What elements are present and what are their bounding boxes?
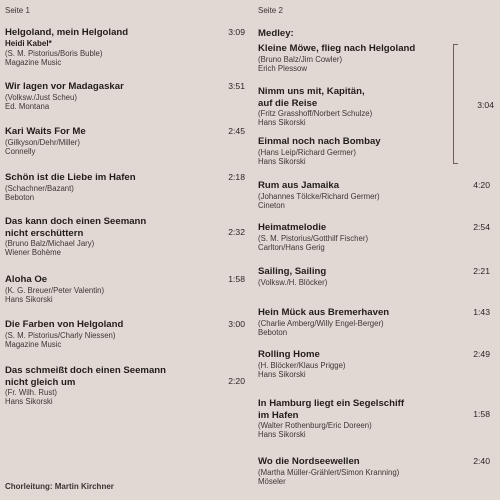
track-title: Wo die Nordseewellen xyxy=(258,456,360,467)
track-entry xyxy=(258,349,346,379)
track-credit: Hans Sikorski xyxy=(258,430,306,440)
track-duration: 3:09 xyxy=(228,27,245,37)
track-title: Kleine Möwe, flieg nach Helgoland xyxy=(258,43,416,54)
track-entry xyxy=(5,172,136,202)
track-duration: 2:20 xyxy=(228,376,245,386)
track-credit: Cineton xyxy=(258,200,285,210)
medley-heading: Medley: xyxy=(258,28,294,39)
track-credit: (Johannes Tölcke/Richard Germer) xyxy=(258,191,380,201)
track-credit: (Gilkyson/Dehr/Miller) xyxy=(5,137,80,147)
track-duration: 1:58 xyxy=(473,409,490,419)
track-title: Sailing, Sailing xyxy=(258,266,327,277)
track-credit: Erich Plessow xyxy=(258,63,307,73)
track-credit: Wiener Bohème xyxy=(5,248,61,258)
track-title: Schön ist die Liebe im Hafen xyxy=(5,172,136,183)
track-credit: Beboton xyxy=(5,192,35,202)
track-duration: 2:18 xyxy=(228,172,245,182)
track-duration: 2:21 xyxy=(473,266,490,276)
track-title: nicht erschüttern xyxy=(5,227,84,239)
track-entry xyxy=(258,398,404,440)
track-duration: 4:20 xyxy=(473,180,490,190)
track-credit: (Charlie Amberg/Willy Engel-Berger) xyxy=(258,318,384,328)
track-credit: (Hans Leip/Richard Germer) xyxy=(258,147,356,157)
track-entry xyxy=(5,365,166,407)
track-entry xyxy=(258,456,399,486)
track-credit: Magazine Music xyxy=(5,57,62,67)
track-duration: 2:49 xyxy=(473,349,490,359)
track-credit: (Volksw./Just Scheu) xyxy=(5,92,77,102)
track-title: Wir lagen vor Madagaskar xyxy=(5,81,124,92)
track-duration: 2:40 xyxy=(473,456,490,466)
track-credit: Hans Sikorski xyxy=(5,294,53,304)
side2-header: Seite 2 xyxy=(258,6,283,15)
track-duration: 1:58 xyxy=(228,274,245,284)
track-title: Rolling Home xyxy=(258,349,320,360)
track-entry xyxy=(5,319,123,349)
track-title: Aloha Oe xyxy=(5,274,48,285)
track-duration: 2:54 xyxy=(473,222,490,232)
track-entry xyxy=(258,86,372,128)
track-title: im Hafen xyxy=(258,409,299,421)
track-title: Hein Mück aus Bremerhaven xyxy=(258,307,390,318)
track-title: Helgoland, mein Helgoland xyxy=(5,27,129,38)
track-credit: (Walter Rothenburg/Eric Doreen) xyxy=(258,421,372,430)
track-credit: Möseler xyxy=(258,476,286,486)
track-entry xyxy=(258,307,389,337)
medley-duration: 3:04 xyxy=(477,100,494,110)
track-title: Kari Waits For Me xyxy=(5,126,86,137)
track-duration: 2:32 xyxy=(228,227,245,237)
track-credit: (S. M. Pistorius/Boris Buble) xyxy=(5,48,103,58)
track-title: Das kann doch einen Seemann xyxy=(5,216,147,227)
track-credit: (H. Blöcker/Klaus Prigge) xyxy=(258,360,346,370)
track-credit: Connelly xyxy=(5,146,36,156)
side1-header: Seite 1 xyxy=(5,6,30,15)
track-credit: (Schachner/Bazant) xyxy=(5,183,74,193)
track-credit: (Volksw./H. Blöcker) xyxy=(258,277,328,287)
track-entry xyxy=(258,43,415,73)
track-credit: Ed. Montana xyxy=(5,101,50,111)
track-title: Nimm uns mit, Kapitän, xyxy=(258,86,365,97)
track-credit: Hans Sikorski xyxy=(258,156,306,166)
track-artist: Heidi Kabel* xyxy=(5,38,52,48)
track-duration: 2:45 xyxy=(228,126,245,136)
track-duration: 3:00 xyxy=(228,319,245,329)
track-entry xyxy=(258,180,380,210)
track-title: auf die Reise xyxy=(258,97,318,109)
track-credit: (Fritz Grasshoff/Norbert Schulze) xyxy=(258,109,373,118)
track-credit: Magazine Music xyxy=(5,339,62,349)
track-credit: (Bruno Balz/Michael Jary) xyxy=(5,239,95,248)
track-credit: Beboton xyxy=(258,327,288,337)
track-credit: Hans Sikorski xyxy=(258,369,306,379)
footer-credit: Chorleitung: Martin Kirchner xyxy=(5,482,114,491)
track-entry xyxy=(5,216,146,258)
track-title: Heimatmelodie xyxy=(258,222,327,233)
track-title: nicht gleich um xyxy=(5,376,76,388)
track-title: Einmal noch nach Bombay xyxy=(258,136,381,147)
track-entry xyxy=(5,81,124,111)
track-entry xyxy=(258,266,327,287)
track-credit: (Martha Müller-Grählert/Simon Kranning) xyxy=(258,467,400,477)
track-entry xyxy=(5,126,86,156)
medley-bracket xyxy=(453,44,458,164)
track-entry xyxy=(5,27,128,67)
track-duration: 1:43 xyxy=(473,307,490,317)
track-title: Die Farben von Helgoland xyxy=(5,319,124,330)
track-credit: (S. M. Pistorius/Charly Niessen) xyxy=(5,330,116,340)
track-credit: (Bruno Balz/Jim Cowler) xyxy=(258,54,343,64)
track-title: In Hamburg liegt ein Segelschiff xyxy=(258,398,405,409)
track-duration: 3:51 xyxy=(228,81,245,91)
track-entry xyxy=(258,222,368,252)
track-credit: Hans Sikorski xyxy=(5,397,53,407)
track-credit: Carlton/Hans Gerig xyxy=(258,242,325,252)
track-credit: (K. G. Breuer/Peter Valentin) xyxy=(5,285,105,295)
track-entry xyxy=(258,136,381,166)
track-title: Rum aus Jamaika xyxy=(258,180,340,191)
track-entry xyxy=(5,274,104,304)
track-credit: (S. M. Pistorius/Gotthilf Fischer) xyxy=(258,233,369,243)
track-credit: Hans Sikorski xyxy=(258,118,306,128)
track-title: Das schmeißt doch einen Seemann xyxy=(5,365,167,376)
track-credit: (Fr. Wilh. Rust) xyxy=(5,388,57,397)
